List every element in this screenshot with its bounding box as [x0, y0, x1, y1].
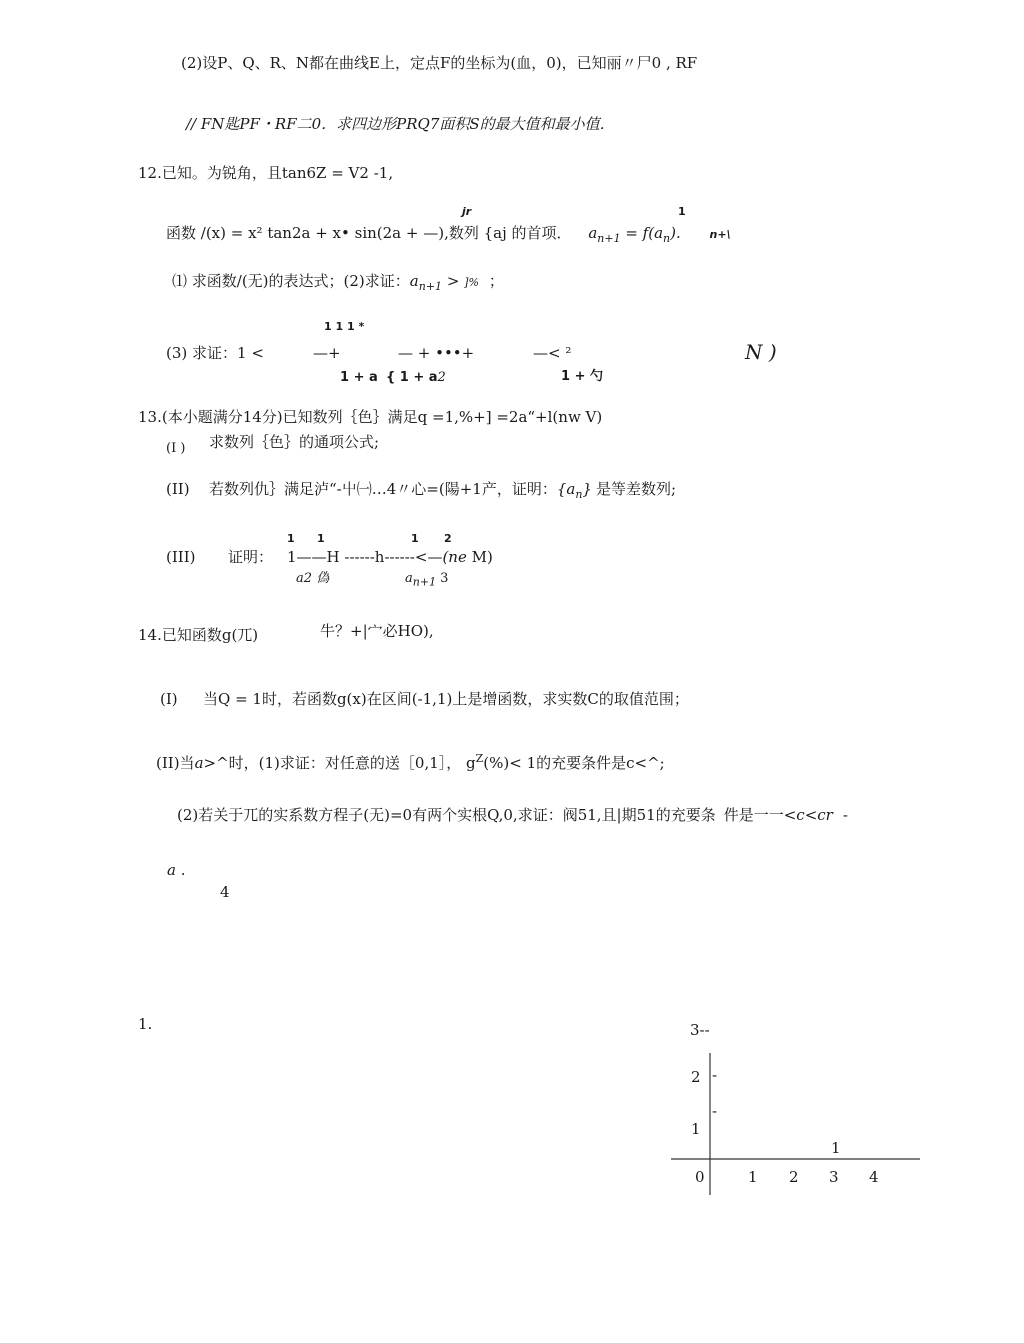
y-axis-tick-mid: - [712, 1102, 718, 1120]
inequality-rhs: ]% [464, 276, 479, 289]
denominator-2: { 1 + a2 [386, 370, 446, 385]
origin-label: 0 [695, 1168, 705, 1186]
y-axis-label-3: 3-- [690, 1021, 710, 1039]
y-axis-label-2: 2 [691, 1068, 701, 1086]
fraction-numerators: 1 1 1 * [324, 320, 365, 333]
y-axis-tick-2: - [712, 1066, 718, 1084]
problem-13-part2-label: (II) [166, 480, 190, 498]
recurrence-rhs-sub: n [663, 232, 671, 245]
x-axis-label-3: 3 [829, 1168, 839, 1186]
part3-numerator-2: 1 [317, 532, 325, 545]
problem-11-part2-line2: // FN匙PF・RF二0．求四边形PRQ7面积S的最大值和最小值． [186, 115, 615, 133]
x-axis-label-4: 4 [869, 1168, 879, 1186]
problem-13-part1-text: 求数列｛色｝的通项公式; [209, 433, 380, 451]
problem-11-part2-line1: (2)设P、Q、R、N都在曲线E上，定点F的坐标为(血，0)，已知丽〃尸0 , RF [181, 54, 698, 72]
fraction-bar-2: — + •••+ [398, 344, 475, 362]
problem-13-heading: 13.(本小题满分14分)已知数列｛色｝满足q =1,%+] =2a“+l(nw V) [138, 408, 603, 426]
answer-1-label: 1. [138, 1015, 153, 1033]
inequality-end: ； [488, 272, 504, 290]
recurrence-end: ). [670, 224, 681, 242]
part3-denominator-2: $a_{n+1}$ 3 [405, 571, 449, 589]
problem-14-part2-sub2: (2)若关于兀的实系数方程子(无)=0有两个实根Q,0,求证：阀51,且|期51的充要条 件是一一<c<cr - [177, 806, 848, 824]
problem-14-heading: 14.已知函数g(兀) [138, 626, 259, 644]
problem-14-part1-text: 当Q = 1时，若函数g(x)在区间(-1,1)上是增函数，求实数C的取值范围； [203, 690, 689, 708]
part-text: ⑴ 求函数/(无)的表达式；(2)求证： [172, 272, 410, 290]
inequality-gt: > [442, 272, 465, 290]
problem-13-part3-label: (III) [166, 548, 196, 566]
y-axis-label-1: 1 [691, 1120, 701, 1138]
part3-domain: N ) [745, 340, 777, 364]
recurrence-rhs: = f(a [620, 224, 664, 242]
x-axis-label-2: 2 [789, 1168, 799, 1186]
recurrence-a: a [588, 224, 598, 242]
denominator-3: 1 + 勺 [561, 369, 603, 384]
problem-14-function: 牛？+|宀必HO), [320, 622, 434, 640]
problem-13-part1-label: (I ) [166, 441, 186, 456]
fraction-bar-1: —+ [313, 344, 341, 362]
superscript-one: 1 [678, 205, 686, 218]
x-axis-label-1: 1 [748, 1168, 758, 1186]
problem-12-part3-label: (3) 求证：1 < [166, 344, 264, 362]
part3-numerator-4: 2 [444, 532, 452, 545]
fraction-bar-3: —< ² [533, 344, 572, 362]
denominator-four: 4 [220, 883, 230, 901]
part3-numerator-1: 1 [287, 532, 295, 545]
part3-denominator-1: a2 偽 [296, 571, 330, 586]
inequality-a: a [409, 272, 419, 290]
function-definition: 函数 /(x) = x² tan2a + x• sin(2a + —),数列 {aj 的首项． [166, 224, 572, 242]
problem-13-part3-prove: 证明： [228, 548, 274, 566]
recurrence-tail: n+\ [709, 228, 731, 241]
inequality-sub: n+1 [418, 280, 443, 293]
problem-14-part1-label: (I) [160, 690, 178, 708]
point-label: 1 [831, 1139, 841, 1157]
problem-12-heading: 12.已知。为锐角，且tan6Z = V2 -1, [138, 164, 394, 182]
problem-13-part2-text: 若数列仇｝满足泸“-屮㈠…4〃心=(陽+1产，证明：$\{a_n\}$ 是等差数列; [209, 480, 677, 501]
problem-14-part2-line: (II)当a>^时，(1)求证：对任意的送［0,1］， $g^Z(\%)< 1$的充要条件是c<^; [156, 752, 665, 772]
recurrence-sub: n+1 [597, 232, 621, 245]
problem-14-continuation: a . [167, 861, 186, 879]
part3-numerator-3: 1 [411, 532, 419, 545]
superscript-jr: jr [462, 205, 472, 218]
denominator-1: 1 + a [340, 370, 378, 385]
problem-13-part3-inequality: 1——H ------h------<—(ne M) [287, 548, 493, 566]
